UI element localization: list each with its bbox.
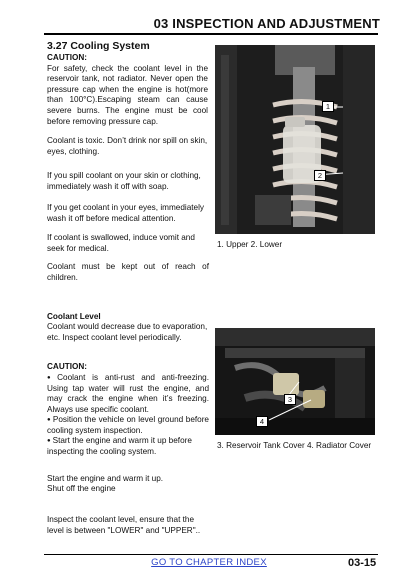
step-inspect-level: Inspect the coolant level, ensure that the level is between "LOWER" and "UPPER"..: [47, 515, 201, 535]
toxic-warning: Coolant is toxic. Don’t drink nor spill on skin, eyes, clothing.: [47, 136, 208, 156]
callout-4: 4: [256, 416, 268, 427]
skin-warning: If you spill coolant on your skin or clothing, immediately wash it off with soap.: [47, 171, 201, 191]
figure2-caption: 3. Reservoir Tank Cover 4. Radiator Cover: [217, 441, 372, 450]
coolant-bullet-3-text: Start the engine and warm it up before inspecting the cooling system.: [47, 436, 192, 456]
callout-3: 3: [284, 394, 296, 405]
bullet-icon: [47, 373, 57, 382]
callout-2: 2: [314, 170, 326, 181]
cooling-system-section: [47, 40, 208, 157]
step-shut-off: Shut off the engine: [47, 484, 116, 493]
coolant-bullet-2-text: Position the vehicle on level ground before cooling system inspection.: [47, 415, 209, 435]
eyes-warning: If you get coolant in your eyes, immediately wash it off before medical attention.: [47, 203, 205, 223]
callout-1: 1: [322, 101, 334, 112]
figure1-caption: 1. Upper 2. Lower: [217, 240, 283, 249]
chapter-header-title: 03 INSPECTION AND ADJUSTMENT: [153, 16, 380, 31]
reservoir-tank-photo: [215, 45, 375, 234]
caution-text: For safety, check the coolant level in the reservoir tank, not radiator. Never open the pressure cap when the engine is hot(more than 100°C).Escaping steam can cause severe burns. The engine must be cool before removing pressure cap.: [47, 63, 208, 126]
page-number: 03-15: [348, 557, 377, 569]
swallow-warning: If coolant is swallowed, induce vomit and seek for medical.: [47, 233, 195, 253]
coolant-level-title: Coolant Level: [47, 312, 101, 321]
coolant-bullet-2: [47, 415, 209, 436]
chapter-index-link[interactable]: GO TO CHAPTER INDEX: [151, 557, 267, 568]
children-warning: Coolant must be kept out of reach of children.: [47, 262, 209, 282]
caution-label: CAUTION:: [47, 53, 88, 62]
step-start-engine: Start the engine and warm it up.: [47, 474, 164, 483]
footer-rule: [44, 554, 378, 555]
coolant-level-caution-label: CAUTION:: [47, 362, 88, 371]
coolant-bullet-1-text: Coolant is anti-rust and anti-freezing. Using tap water will rust the engine, and may crack the engine when it’s freezing. Always use specific coolant.: [47, 373, 209, 414]
coolant-level-intro: Coolant would decrease due to evaporation, etc. Inspect coolant level periodically.: [47, 322, 208, 342]
section-title: 3.27 Cooling System: [47, 40, 150, 52]
reservoir-radiator-cover-photo: [215, 328, 375, 435]
coolant-bullet-1: [47, 373, 209, 415]
coolant-bullet-3: [47, 436, 209, 457]
header-rule: [44, 33, 378, 35]
